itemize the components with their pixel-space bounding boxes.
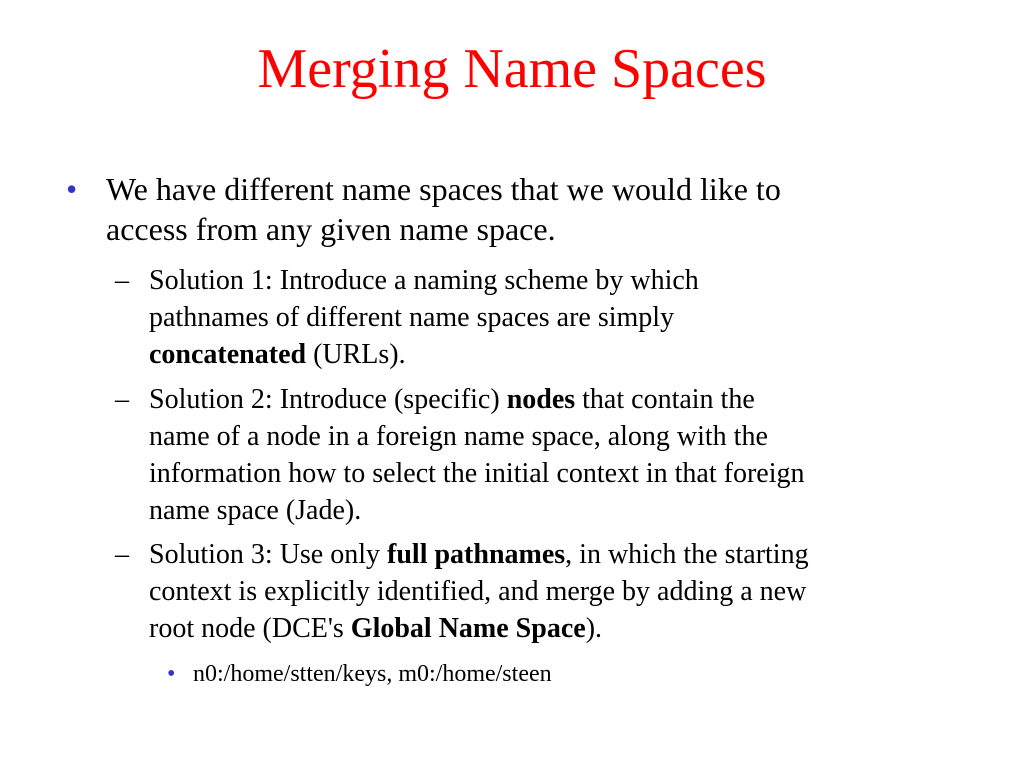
solution-2-line-3: information how to select the initial context in that foreign bbox=[149, 458, 805, 489]
solution-1-line-1: Solution 1: Introduce a naming scheme by which bbox=[149, 265, 699, 296]
solution-2-line-2: name of a node in a foreign name space, along with the bbox=[149, 421, 768, 452]
example-item bbox=[167, 658, 967, 690]
solution-1-text bbox=[149, 262, 965, 373]
dash-icon: – bbox=[115, 539, 129, 570]
solution-3-item bbox=[115, 536, 965, 647]
solution-2-line-4: name space (Jade). bbox=[149, 495, 362, 526]
solution-2-item bbox=[115, 381, 965, 529]
solution-3-line-2: context is explicitly identified, and merge by adding a new bbox=[149, 576, 807, 607]
solution-2-text bbox=[149, 381, 965, 529]
solution-1-line-3-rest: (URLs). bbox=[306, 339, 406, 370]
solution-3-bold-term: full pathnames bbox=[387, 539, 566, 570]
solution-3-line-3-post: ). bbox=[585, 613, 603, 644]
solution-3-line-1-post: , in which the starting bbox=[565, 539, 809, 570]
solution-3-line-1-pre: Solution 3: Use only bbox=[149, 539, 388, 570]
example-text: n0:/home/stten/keys, m0:/home/steen bbox=[193, 661, 552, 687]
solution-1-line-2: pathnames of different name spaces are simply bbox=[149, 302, 675, 333]
bullet-main-line-2: access from any given name space. bbox=[106, 211, 556, 247]
bullet-dot-icon: • bbox=[66, 171, 78, 207]
slide-title: Merging Name Spaces bbox=[257, 38, 767, 100]
solution-1-bold-term: concatenated bbox=[149, 339, 307, 370]
solution-2-line-1-post: that contain the bbox=[575, 384, 755, 415]
dash-icon: – bbox=[115, 265, 129, 296]
bullet-dot-icon: • bbox=[167, 661, 176, 687]
solution-3-bold-global: Global Name Space bbox=[350, 613, 586, 644]
solution-3-text bbox=[149, 536, 965, 647]
bullet-main bbox=[66, 169, 966, 249]
solution-2-bold-term: nodes bbox=[506, 384, 576, 415]
bullet-main-line-1: We have different name spaces that we would like to bbox=[106, 171, 781, 207]
bullet-main-text bbox=[106, 169, 966, 249]
solution-1-item bbox=[115, 262, 965, 373]
dash-icon: – bbox=[115, 384, 129, 415]
solution-3-line-3-pre: root node (DCE's bbox=[149, 613, 351, 644]
solution-2-line-1-pre: Solution 2: Introduce (specific) bbox=[149, 384, 507, 415]
